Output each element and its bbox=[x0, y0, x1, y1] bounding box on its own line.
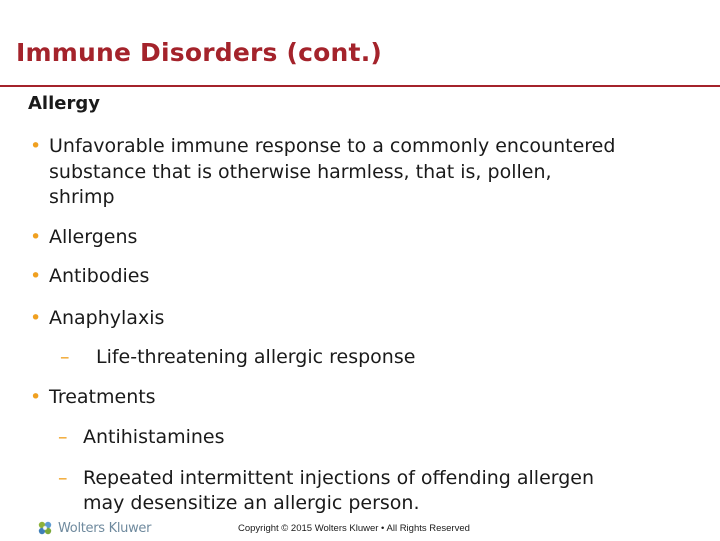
bullet-text: Unfavorable immune response to a commonly encountered bbox=[49, 135, 616, 157]
sub-bullet-item bbox=[58, 465, 595, 491]
bullet-marker: • bbox=[30, 226, 42, 248]
bullet-item bbox=[30, 305, 165, 331]
bullet-item bbox=[30, 224, 138, 250]
bullet-marker: • bbox=[30, 135, 42, 157]
slide-title: Immune Disorders (cont.) bbox=[16, 38, 383, 67]
sub-bullet-text-continuation: may desensitize an allergic person. bbox=[83, 492, 420, 514]
bullet-text: Allergens bbox=[49, 226, 138, 248]
sub-bullet-marker: – bbox=[58, 426, 68, 448]
bullet-text: Anaphylaxis bbox=[49, 307, 165, 329]
sub-bullet-item bbox=[60, 344, 416, 370]
bullet-text: Treatments bbox=[49, 386, 156, 408]
bullet-text-continuation: shrimp bbox=[49, 186, 115, 208]
sub-bullet-text: Antihistamines bbox=[83, 426, 225, 448]
bullet-marker: • bbox=[30, 386, 42, 408]
bullet-text-continuation: substance that is otherwise harmless, that is, pollen, bbox=[49, 161, 552, 183]
footer-logo bbox=[36, 519, 151, 537]
sub-bullet-marker: – bbox=[58, 467, 68, 489]
sub-bullet-text: Life-threatening allergic response bbox=[96, 346, 416, 368]
bullet-marker: • bbox=[30, 307, 42, 329]
sub-bullet-item bbox=[58, 424, 225, 450]
bullet-item bbox=[30, 263, 150, 289]
sub-bullet-marker: – bbox=[60, 346, 70, 368]
title-divider bbox=[0, 85, 720, 87]
bullet-text: Antibodies bbox=[49, 265, 150, 287]
wolters-kluwer-logo-icon bbox=[36, 519, 54, 537]
bullet-item bbox=[30, 384, 156, 410]
bullet-item bbox=[30, 133, 616, 159]
section-heading: Allergy bbox=[28, 93, 100, 114]
bullet-marker: • bbox=[30, 265, 42, 287]
sub-bullet-text: Repeated intermittent injections of offending allergen bbox=[83, 467, 595, 489]
copyright-notice: Copyright © 2015 Wolters Kluwer • All Rights Reserved bbox=[238, 523, 470, 534]
logo-text: Wolters Kluwer bbox=[58, 520, 152, 536]
